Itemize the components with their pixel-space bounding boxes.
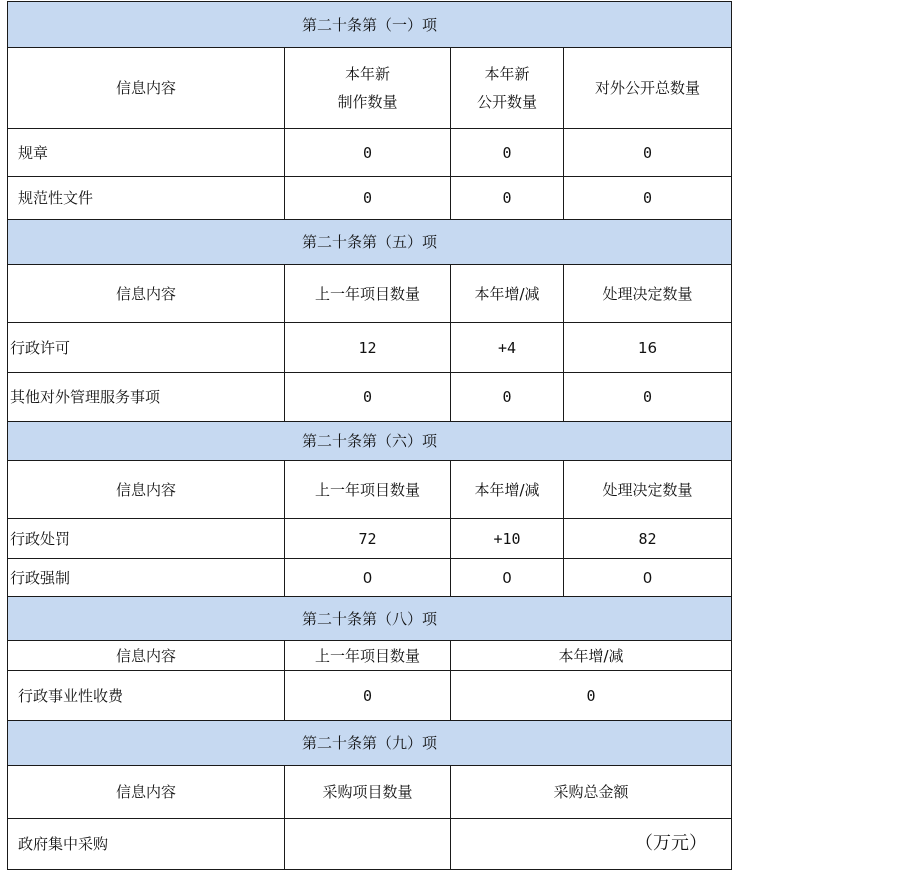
table-row (8, 559, 732, 597)
value-cell: +4 (451, 323, 564, 373)
column-header-row (8, 766, 732, 819)
value-cell: 16 (564, 323, 732, 373)
header-cell: 采购项目数量 (285, 766, 451, 819)
header-cell (451, 48, 564, 129)
header-cell: 本年增/减 (451, 265, 564, 323)
value-cell: 0 (564, 129, 732, 177)
table-row (8, 129, 732, 177)
value-cell: 0 (285, 129, 451, 177)
column-header-row (8, 265, 732, 323)
value-cell (285, 819, 451, 870)
row-label: 其他对外管理服务事项 (8, 373, 285, 422)
section-header-row (8, 721, 732, 766)
value-cell: 82 (564, 519, 732, 559)
row-label: 行政许可 (8, 323, 285, 373)
header-cell (285, 48, 451, 129)
value-cell: 0 (564, 177, 732, 220)
section-header-row (8, 2, 732, 48)
header-line: 本年新 (484, 65, 530, 83)
row-label: 行政处罚 (8, 519, 285, 559)
value-cell: 0 (285, 671, 451, 721)
table-row (8, 373, 732, 422)
header-cell: 采购总金额 (451, 766, 732, 819)
section-title: 第二十条第（六）项 (8, 422, 732, 461)
header-cell: 信息内容 (8, 48, 285, 129)
row-label: 规章 (8, 129, 285, 177)
header-cell: 本年增/减 (451, 641, 732, 671)
value-cell (451, 819, 732, 870)
table-row (8, 819, 732, 870)
row-label: 政府集中采购 (8, 819, 285, 870)
value-cell: 0 (285, 177, 451, 220)
value-cell: 0 (451, 373, 564, 422)
table-row (8, 671, 732, 721)
row-label: 行政强制 (8, 559, 285, 597)
value-cell: 72 (285, 519, 451, 559)
header-cell: 处理决定数量 (564, 265, 732, 323)
header-cell: 信息内容 (8, 265, 285, 323)
header-line: 制作数量 (337, 93, 398, 111)
value-cell: 0 (285, 559, 451, 597)
column-header-row (8, 641, 732, 671)
amount-unit: （万元） (635, 833, 707, 854)
value-cell: 0 (451, 559, 564, 597)
value-cell: 0 (564, 373, 732, 422)
table-row (8, 177, 732, 220)
section-title: 第二十条第（八）项 (8, 597, 732, 641)
header-line: 公开数量 (476, 93, 537, 111)
column-header-row (8, 48, 732, 129)
value-cell: 0 (285, 373, 451, 422)
value-cell: 12 (285, 323, 451, 373)
header-cell: 信息内容 (8, 461, 285, 519)
disclosure-table (7, 1, 732, 870)
value-cell: 0 (564, 559, 732, 597)
header-cell: 上一年项目数量 (285, 641, 451, 671)
section-title: 第二十条第（九）项 (8, 721, 732, 766)
section-header-row (8, 422, 732, 461)
header-cell: 上一年项目数量 (285, 461, 451, 519)
header-cell: 信息内容 (8, 641, 285, 671)
section-title: 第二十条第（一）项 (8, 2, 732, 48)
row-label: 规范性文件 (8, 177, 285, 220)
header-cell: 处理决定数量 (564, 461, 732, 519)
section-title: 第二十条第（五）项 (8, 220, 732, 265)
value-cell: 0 (451, 177, 564, 220)
header-line: 本年新 (344, 65, 390, 83)
header-cell: 对外公开总数量 (564, 48, 732, 129)
section-header-row (8, 220, 732, 265)
table-row (8, 323, 732, 373)
header-cell: 本年增/减 (451, 461, 564, 519)
table-row (8, 519, 732, 559)
value-cell: 0 (451, 671, 732, 721)
section-header-row (8, 597, 732, 641)
value-cell: +10 (451, 519, 564, 559)
column-header-row (8, 461, 732, 519)
header-cell: 上一年项目数量 (285, 265, 451, 323)
value-cell: 0 (451, 129, 564, 177)
header-cell: 信息内容 (8, 766, 285, 819)
row-label: 行政事业性收费 (8, 671, 285, 721)
